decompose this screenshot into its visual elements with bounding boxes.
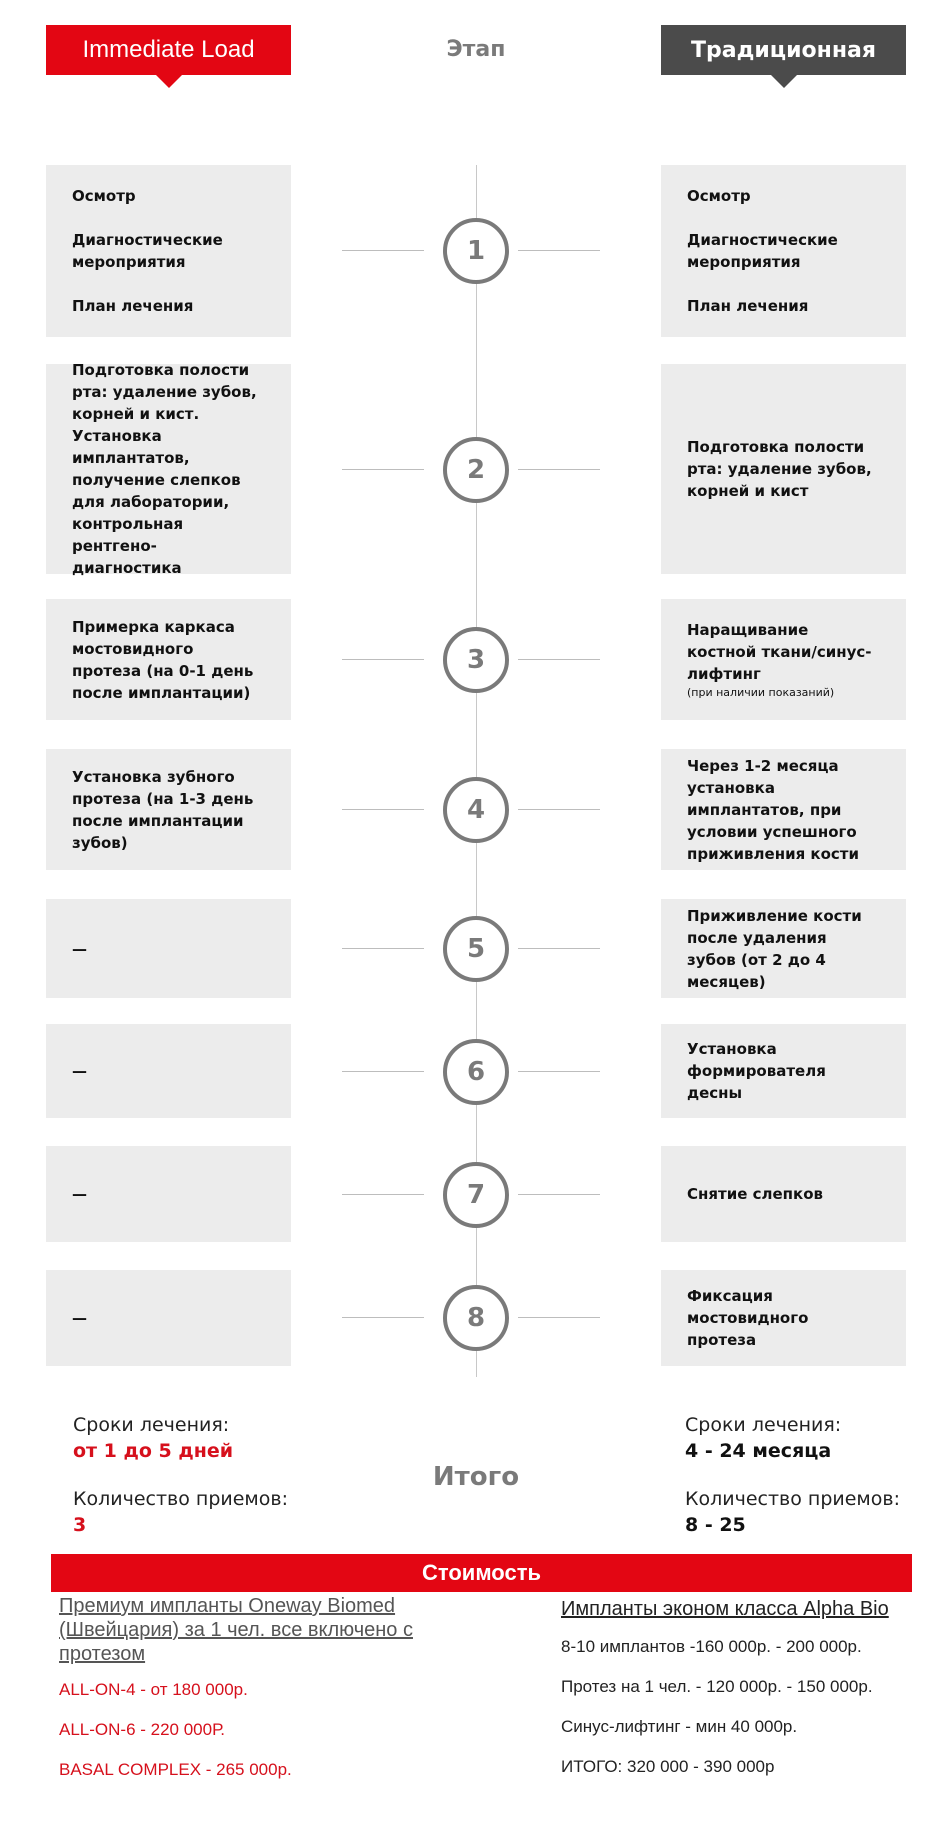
summary-immediate-terms-value: от 1 до 5 дней (73, 1440, 234, 1462)
stage-2-number: 2 (443, 437, 509, 503)
summary-immediate-terms-label: Сроки лечения: (73, 1414, 230, 1436)
stage-4-connector-right (518, 809, 600, 810)
stage-4-connector-left (342, 809, 424, 810)
stage-7-connector-left (342, 1194, 424, 1195)
stage-4-immediate (46, 749, 291, 870)
summary-traditional-visits-label: Количество приемов: (685, 1488, 900, 1510)
stage-1-traditional (661, 165, 906, 337)
summary-traditional-terms-label: Сроки лечения: (685, 1414, 842, 1436)
stage-7-connector-right (518, 1194, 600, 1195)
stage-2-traditional-text: Подготовка полости рта: удаление зубов, корней и кист (687, 438, 872, 500)
stage-5-connector-left (342, 948, 424, 949)
stage-2-connector-right (518, 469, 600, 470)
tab-immediate-load[interactable] (46, 25, 291, 75)
stage-1-number: 1 (443, 218, 509, 284)
stage-5-immediate-text: — (72, 939, 87, 958)
stage-3-traditional-main: Наращивание костной ткани/синус-лифтинг (687, 621, 872, 683)
stage-8-connector-right (518, 1317, 600, 1318)
summary-title: Итого (432, 1462, 520, 1492)
summary-immediate-visits-label: Количество приемов: (73, 1488, 288, 1510)
price-premium-item: BASAL COMPLEX - 265 000р. (59, 1760, 292, 1779)
price-premium-title[interactable]: Премиум импланты Oneway Biomed (Швейцария) за 1 чел. все включено с протезом (59, 1595, 413, 1665)
stage-7-number: 7 (443, 1162, 509, 1228)
stage-3-traditional-text (687, 597, 880, 722)
stage-3-connector-left (342, 659, 424, 660)
stage-5-traditional-text: Приживление кости после удаления зубов (от 2 до 4 месяцев) (687, 906, 862, 991)
stage-3-connector-right (518, 659, 600, 660)
stage-6-immediate-text: — (72, 1062, 87, 1080)
price-premium-item: ALL-ON-6 - 220 000Р. (59, 1720, 225, 1739)
price-economy-item: 8-10 имплантов -160 000р. - 200 000р. (561, 1637, 862, 1656)
stage-5-connector-right (518, 948, 600, 949)
stage-7-traditional-text: Снятие слепков (687, 1185, 823, 1203)
stage-4-traditional-text: Через 1-2 месяца установка имплантатов, при условии успешного приживления кости (687, 756, 860, 863)
stage-2-immediate (46, 361, 291, 577)
price-economy-item: Синус-лифтинг - мин 40 000р. (561, 1717, 798, 1736)
stage-1-immediate (46, 165, 291, 337)
stage-8-immediate (46, 1270, 291, 1366)
stage-3-traditional (661, 599, 906, 720)
stage-5-traditional (661, 899, 906, 998)
stage-8-number: 8 (443, 1285, 509, 1351)
stage-3-traditional-note: (при наличии показаний) (687, 686, 835, 699)
price-economy-title[interactable]: Импланты эконом класса Alpha Bio (561, 1598, 889, 1620)
stage-1-immediate-text: Осмотр Диагностические мероприятия План лечения (72, 187, 223, 315)
summary-traditional (685, 1412, 900, 1538)
stage-7-traditional (661, 1146, 906, 1242)
stage-1-traditional-text: Осмотр Диагностические мероприятия План лечения (687, 187, 838, 315)
price-economy (561, 1597, 931, 1777)
stage-8-traditional-text: Фиксация мостовидного протеза (687, 1287, 809, 1349)
stage-1-connector-left (342, 250, 424, 251)
price-premium-item: ALL-ON-4 - от 180 000р. (59, 1680, 248, 1699)
stage-7-immediate-text: — (72, 1185, 87, 1203)
stage-3-immediate-text: Примерка каркаса мостовидного протеза (на 0-1 день после имплантации) (72, 617, 254, 702)
stage-2-traditional (661, 364, 906, 574)
stage-6-number: 6 (443, 1039, 509, 1105)
price-economy-item: Протез на 1 чел. - 120 000р. - 150 000р. (561, 1677, 873, 1696)
tab-traditional-label: Традиционная (691, 37, 876, 63)
stage-4-immediate-text: Установка зубного протеза (на 1-3 день после имплантации зубов) (72, 767, 254, 852)
stage-5-immediate (46, 899, 291, 998)
price-premium (59, 1594, 429, 1780)
tab-traditional[interactable] (661, 25, 906, 75)
stage-8-immediate-text: — (72, 1309, 87, 1327)
stage-8-connector-left (342, 1317, 424, 1318)
stage-6-connector-right (518, 1071, 600, 1072)
cost-header: Стоимость (51, 1554, 912, 1592)
tab-immediate-load-label: Immediate Load (82, 36, 255, 63)
stage-header: Этап (446, 37, 506, 62)
stage-6-traditional (661, 1024, 906, 1118)
stage-1-connector-right (518, 250, 600, 251)
summary-traditional-terms-value: 4 - 24 месяца (685, 1440, 832, 1462)
stage-8-traditional (661, 1270, 906, 1366)
stage-2-connector-left (342, 469, 424, 470)
stage-7-immediate (46, 1146, 291, 1242)
stage-2-immediate-text: Подготовка полости рта: удаление зубов, корней и кист. Установка имплантатов, получение слепков для лаборатории, контрольная рентгено-диагностика (72, 361, 257, 577)
stage-6-connector-left (342, 1071, 424, 1072)
stage-3-immediate (46, 599, 291, 720)
summary-traditional-visits-value: 8 - 25 (685, 1514, 746, 1536)
stage-4-number: 4 (443, 777, 509, 843)
stage-6-traditional-text: Установка формирователя десны (687, 1040, 826, 1102)
stage-6-immediate (46, 1024, 291, 1118)
summary-immediate-visits-value: 3 (73, 1514, 87, 1536)
stage-3-number: 3 (443, 627, 509, 693)
summary-immediate (73, 1412, 288, 1538)
stage-4-traditional (661, 749, 906, 870)
price-economy-item: ИТОГО: 320 000 - 390 000р (561, 1757, 775, 1776)
stage-5-number: 5 (443, 916, 509, 982)
